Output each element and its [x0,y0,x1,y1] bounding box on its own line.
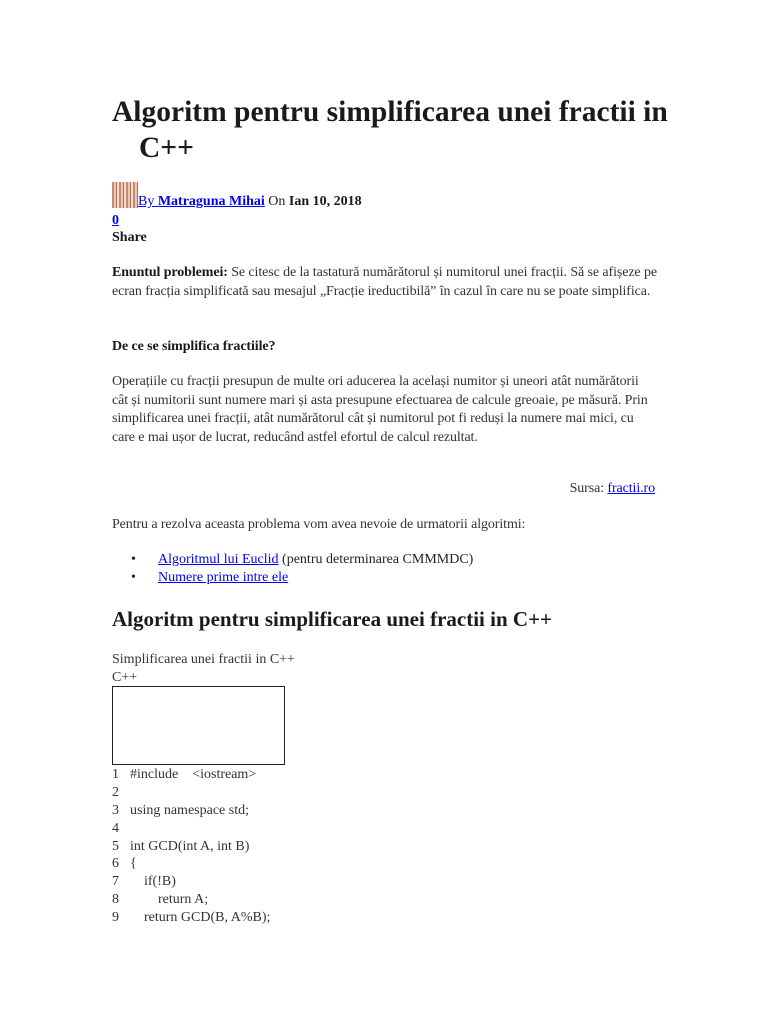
code-caption: Simplificarea unei fractii in C++ [112,652,295,667]
share-button[interactable]: Share [112,230,147,245]
line-number: 7 [112,874,119,890]
by-label: By [138,194,155,209]
line-number: 9 [112,910,119,926]
source-label: Sursa: [569,481,608,496]
byline [112,182,672,210]
line-number: 4 [112,820,119,836]
source-line [112,480,655,499]
code-text: int GCD(int A, int B) [130,838,250,854]
author-name: Matraguna Mihai [157,194,265,209]
line-number: 1 [112,767,119,782]
code-text: if(!B) [130,874,176,890]
code-language: C++ [112,670,138,685]
problem-statement [112,264,657,301]
code-text: return A; [130,892,209,908]
article-title: Algoritm pentru simplificarea unei fractii in C++ [112,96,668,164]
coprime-link[interactable]: Numere prime intre ele [158,570,289,585]
code-toolbar-placeholder [112,686,285,765]
on-label: On [268,194,286,209]
section-heading: Algoritm pentru simplificarea unei fractii in C++ [112,607,552,631]
line-number: 5 [112,838,119,854]
why-heading: De ce se simplifica fractiile? [112,339,276,354]
line-number: 2 [112,784,119,800]
why-paragraph: Operațiile cu fracții presupun de multe ori aducerea la același numitor și uneori atât numărătorii cât și numitorii sunt numere mari și asta presupune efectuarea de calcule greoaie, pe măsură. Prin simplificarea unei fracții, atât numărătorul cât și numitorul pot fi reduși la numere mai mici, cu care e mai ușor de lucrat, reducând astfel efortul de calcul rezultat. [112,374,648,445]
line-number: 3 [112,802,119,818]
publish-date: Ian 10, 2018 [288,194,362,209]
source-link[interactable]: fractii.ro [607,481,655,496]
algorithm-list [112,551,473,587]
code-text: { [130,856,137,872]
author-avatar[interactable] [112,182,138,208]
code-text: #include <iostream> [130,767,257,782]
list-item [112,551,473,569]
comments-count-link[interactable]: 0 [112,213,119,228]
problem-text: Se citesc de la tastatură numărătorul și numitorul unei fracții. Să se afișeze pe ecran fracția simplificată sau mesajul „Fracție ireductibilă” în cazul în care nu se poate simplifica. [112,265,657,299]
code-text: using namespace std; [130,802,249,818]
byline-text [138,193,362,210]
list-item [112,569,473,587]
line-number: 6 [112,856,119,872]
author-link[interactable] [138,194,265,209]
code-text: return GCD(B, A%B); [130,910,271,926]
line-number: 8 [112,892,119,908]
list-item-suffix: (pentru determinarea CMMMDC) [278,552,474,567]
euclid-link[interactable]: Algoritmul lui Euclid [158,552,279,567]
problem-label: Enuntul problemei: [112,265,228,280]
algorithms-intro: Pentru a rezolva aceasta problema vom avea nevoie de urmatorii algoritmi: [112,517,526,532]
